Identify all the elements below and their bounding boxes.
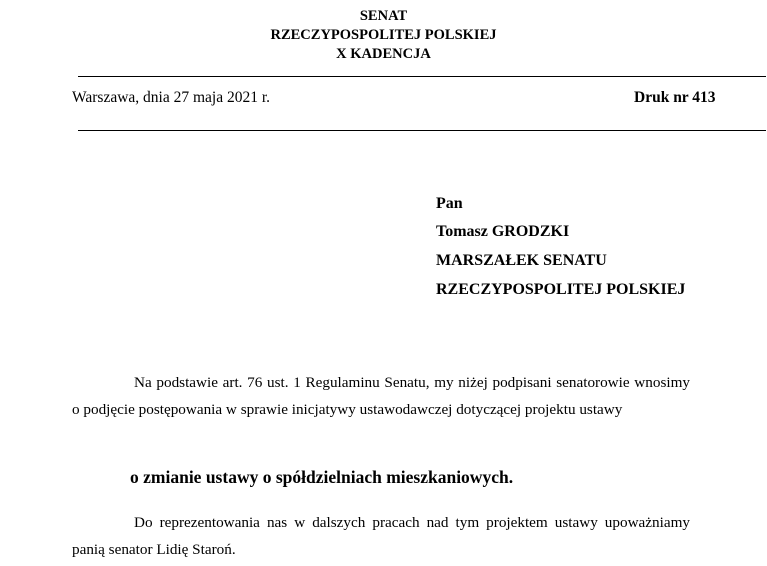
header-republic: RZECZYPOSPOLITEJ POLSKIEJ <box>270 27 497 43</box>
addressee-salutation: Pan <box>436 195 463 212</box>
paragraph-representative: Do reprezentowania nas w dalszych pracach nad tym projektem ustawy upoważniamy panią senator Lidię Staroń. <box>72 514 690 558</box>
print-number: Druk nr 413 <box>634 89 716 106</box>
paragraph-legal-basis: Na podstawie art. 76 ust. 1 Regulaminu Senatu, my niżej podpisani senatorowie wnosimy o podjęcie postępowania w sprawie inicjatywy ustawodawczej dotyczącej projektu ustawy <box>72 374 690 418</box>
bill-title: o zmianie ustawy o spółdzielniach mieszkaniowych. <box>130 467 514 487</box>
top-divider <box>78 76 766 77</box>
bottom-divider <box>78 130 766 131</box>
place-date: Warszawa, dnia 27 maja 2021 r. <box>72 89 271 106</box>
header-term: X KADENCJA <box>336 46 431 62</box>
addressee-institution: RZECZYPOSPOLITEJ POLSKIEJ <box>436 281 686 298</box>
addressee-office: MARSZAŁEK SENATU <box>436 252 607 269</box>
header-senat: SENAT <box>359 8 408 24</box>
addressee-name: Tomasz GRODZKI <box>436 223 570 240</box>
